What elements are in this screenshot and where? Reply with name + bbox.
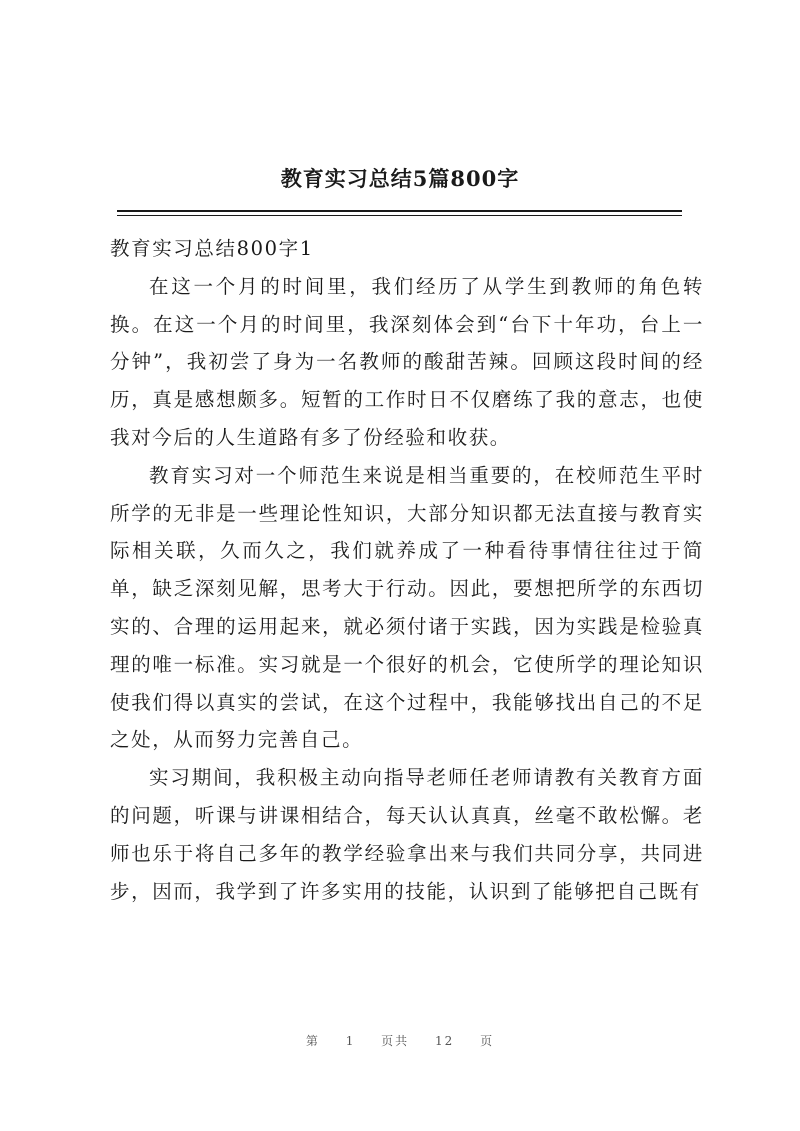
title-rule-thick — [117, 210, 682, 212]
page-footer — [0, 1032, 800, 1049]
footer-page-suffix: 页 — [480, 1034, 495, 1048]
paragraph-3: 实习期间，我积极主动向指导老师任老师请教有关教育方面的问题，听课与讲课相结合，每天认认真真，丝毫不敢松懈。老师也乐于将自己多年的教学经验拿出来与我们共同分享，共同进步，因而，我学到了许多实用的技能，认识到了能够把自己既有 — [110, 766, 704, 903]
footer-page-number: 1 — [345, 1034, 356, 1048]
document-body — [110, 230, 704, 910]
title-rule-thin — [117, 215, 682, 216]
paragraph-2: 教育实习对一个师范生来说是相当重要的，在校师范生平时所学的无非是一些理论性知识，大部分知识都无法直接与教育实际相关联，久而久之，我们就养成了一种看待事情往往过于简单，缺乏深刻见解，思考大于行动。因此，要想把所学的东西切实的、合理的运用起来，就必须付诸于实践，因为实践是检验真理的唯一标准。实习就是一个很好的机会，它使所学的理论知识使我们得以真实的尝试，在这个过程中，我能够找出自己的不足之处，从而努力完善自己。 — [110, 463, 704, 752]
document-title: 教育实习总结5篇800字 — [280, 166, 520, 191]
paragraph-1: 在这一个月的时间里，我们经历了从学生到教师的角色转换。在这一个月的时间里，我深刻体会到“台下十年功，台上一分钟”，我初尝了身为一名教师的酸甜苦辣。回顾这段时间的经历，真是感想颇多。短暂的工作时日不仅磨练了我的意志，也使我对今后的人生道路有多了份经验和收获。 — [110, 274, 704, 449]
footer-page-label: 第 — [305, 1034, 320, 1048]
section-heading: 教育实习总结800字1 — [110, 237, 314, 260]
footer-page-sep: 页共 — [381, 1034, 410, 1048]
footer-page-total: 12 — [435, 1034, 455, 1048]
